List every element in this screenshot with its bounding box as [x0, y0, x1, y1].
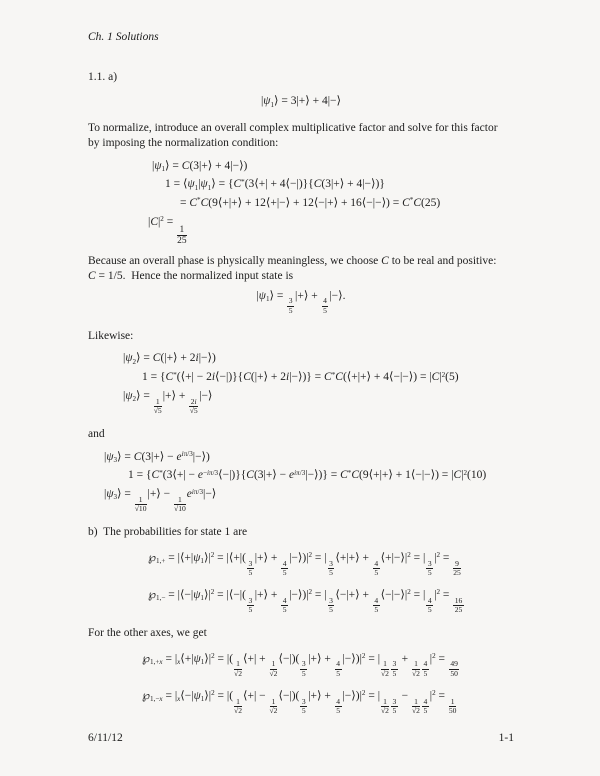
- and-label: and: [88, 427, 105, 440]
- equation-line: $|\psi_3⟩$ = C(3|+⟩ − $e^{i\pi/3}|-⟩$): [104, 450, 210, 464]
- probability-block-x: [88, 652, 514, 715]
- equation-line: $|\psi_2⟩$ = C(|+⟩ + 2i|−⟩): [123, 352, 216, 366]
- likewise-label: Likewise:: [88, 329, 134, 342]
- equation-line: $℘_{1,+}$ = $|⟨+|\psi_1⟩|^2$ = |⟨+|( $\frac{3}{5}$ |+⟩ + $\frac{4}{5}$ $|-⟩)|^2$ = | $\frac{3}{5}$ ⟨+|+⟩ + $\frac{4}{5}$ $⟨+|-⟩|^2$ = | $\frac{3}{5}$ $|^2$ = $\frac{9}{25}$: [148, 551, 461, 577]
- paragraph-phase: Because an overall phase is physically meaningless, we choose C to be real and positive: C = 1/5. Hence the normalized input state is: [88, 255, 497, 282]
- paragraph-normalize: To normalize, introduce an overall complex multiplicative factor and solve for this factor by imposing the normalization condition:: [88, 122, 498, 149]
- equation-block-psi2: [88, 351, 514, 415]
- equation-block-psi3: [88, 450, 514, 514]
- equation-line: $℘_{1,-}$ = $|⟨-|\psi_1⟩|^2$ = |⟨−|( $\frac{3}{5}$ |+⟩ + $\frac{4}{5}$ $|-⟩)|^2$ = | $\frac{3}{5}$ ⟨−|+⟩ + $\frac{4}{5}$ $⟨-|-⟩|^2$ = | $\frac{4}{5}$ $|^2$ = $\frac{16}{25}$: [148, 588, 463, 614]
- probability-block-z: [88, 551, 514, 614]
- equation-state1-normalized: $|\psi_1⟩$ = $\frac{3}{5}$ |+⟩ + $\frac{4}{5}$ |−⟩.: [256, 289, 346, 315]
- page-footer: [88, 731, 514, 746]
- equation-state1: $|\psi_1⟩$ = 3|+⟩ + 4|−⟩: [260, 95, 342, 109]
- equation-line: $|C|^2$ = $\frac{1}{25}$: [148, 215, 187, 246]
- equation-line: $℘_{1,-x}$ = $|_x⟨-|\psi_1⟩|^2$ = |( $\frac{1}{√2}$ ⟨+| − $\frac{1}{√2}$ ⟨−|)( $\frac{3}{5}$ |+⟩ + $\frac{4}{5}$ $|-⟩)|^2$ = | $\frac{1}{√2}$ $\frac{3}{5}$ − $\frac{1}{√2}$ $\frac{4}{5}$ $|^2$ = $\frac{1}{50}$: [142, 689, 457, 715]
- part-b-label: b) The probabilities for state 1 are: [88, 526, 248, 539]
- footer-date: 6/11/12: [88, 732, 123, 745]
- other-axes-label: For the other axes, we get: [88, 627, 207, 640]
- equation-line: $1 = ⟨\psi_1|\psi_1⟩$ = {C*(3⟨+| + 4⟨−|)}{C(3|+⟩ + 4|−⟩)}: [165, 177, 385, 192]
- equation-line: $|\psi_2⟩$ = $\frac{1}{√5}$ |+⟩ + $\frac{2i}{√5}$ |−⟩: [123, 389, 213, 415]
- equation-line: 1 = {C*(⟨+| − 2i⟨−|)}{C(|+⟩ + 2i|−⟩)} = C*C(⟨+|+⟩ + 4⟨−|−⟩) = $|C|^2(5)$: [142, 370, 459, 384]
- problem-label: 1.1. a): [88, 70, 118, 83]
- equation-line: $|\psi_3⟩$ = $\frac{1}{√10}$ |+⟩ − $\frac{1}{√10}$ $e^{i\pi/3}|-⟩$: [104, 487, 217, 513]
- equation-line: 1 = {C*(3⟨+| − $e^{-i\pi/3}⟨-|)\}\{C(3|+⟩$ − $e^{i\pi/3}|-⟩$)} = C*C(9⟨+|+⟩ + 1⟨−|−⟩) = $|C|^2(10)$: [128, 468, 487, 482]
- equation-line: $|\psi_1⟩$ = C(3|+⟩ + 4|−⟩): [152, 159, 248, 173]
- footer-page-number: 1-1: [498, 732, 514, 745]
- equation-line: = C*C(9⟨+|+⟩ + 12⟨+|−⟩ + 12⟨−|+⟩ + 16⟨−|−⟩) = C*C(25): [180, 196, 441, 210]
- equation-line: $℘_{1,+x}$ = $|_x⟨+|\psi_1⟩|^2$ = |( $\frac{1}{√2}$ ⟨+| + $\frac{1}{√2}$ ⟨−|)( $\frac{3}{5}$ |+⟩ + $\frac{4}{5}$ $|-⟩)|^2$ = | $\frac{1}{√2}$ $\frac{3}{5}$ + $\frac{1}{√2}$ $\frac{4}{5}$ $|^2$ = $\frac{49}{50}$: [142, 652, 458, 678]
- equation-block-psi1: [88, 159, 514, 247]
- page-header: Ch. 1 Solutions: [88, 31, 159, 43]
